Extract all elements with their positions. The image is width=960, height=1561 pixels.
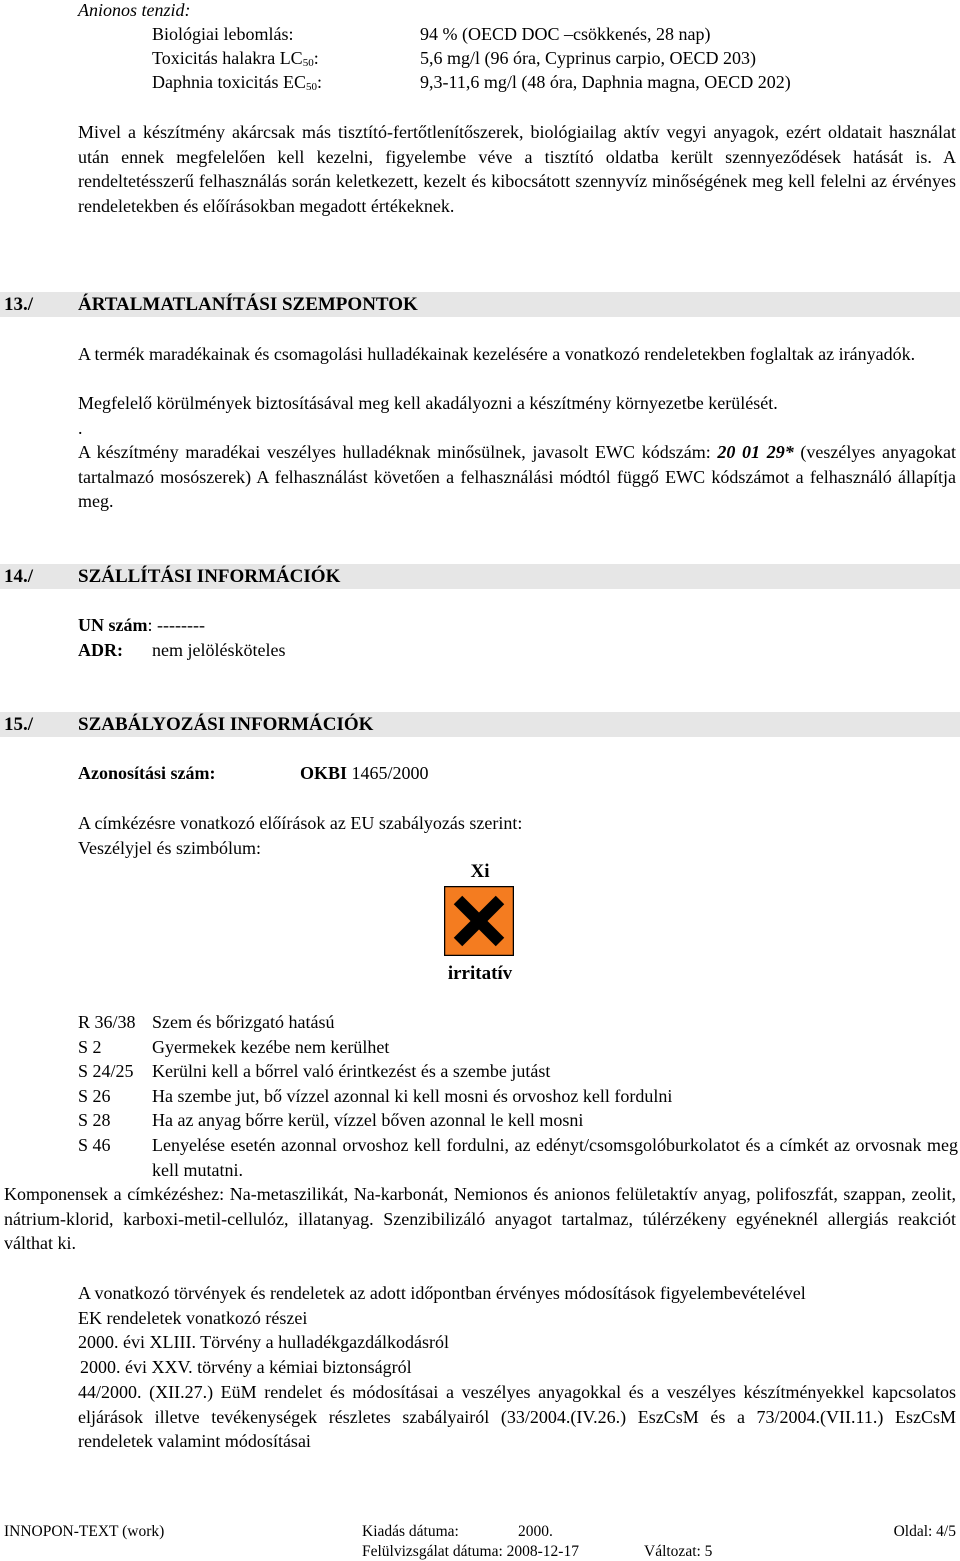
disposal-paragraph-1: A termék maradékainak és csomagolási hulladékainak kezelésére a vonatkozó rendeletekben foglaltak az irányadók. <box>78 344 916 364</box>
laws-intro: A vonatkozó törvények és rendeletek az adott időpontban érvényes módosítások figyelembevételével <box>78 1283 806 1303</box>
law-1: 2000. évi XLIII. Törvény a hulladékgazdálkodásról <box>78 1332 450 1352</box>
phrase-row: S 26 Ha szembe jut, bő vízzel azonnal ki kell mosni és orvoshoz kell fordulni <box>78 1086 673 1106</box>
section-13-title: ÁRTALMATLANÍTÁSI SZEMPONTOK <box>78 294 418 315</box>
phrase-row: S 2 Gyermekek kezébe nem kerülhet <box>78 1037 390 1057</box>
section-15-title: SZABÁLYOZÁSI INFORMÁCIÓK <box>78 714 374 735</box>
fish-tox-label: Toxicitás halakra $LC_{50}$: <box>152 48 319 69</box>
biodeg-label: Biológiai lebomlás: <box>152 24 294 44</box>
daphnia-tox-value: 9,3-11,6 mg/l (48 óra, Daphnia magna, OECD 202) <box>420 72 791 92</box>
wastewater-paragraph: Mivel a készítmény akárcsak más tisztító-fertőtlenítőszerek, biológiailag aktív vegyi anyagok, ezért oldatait használat után ennek megfelelően kell kezelni, figyelembe véve a tisztító oldatba került szennyeződések hatását is. A rendeltetésszerű felhasználás során keletkezett, kezelt és kibocsátott szennyvíz minőségének meg kell felelni az érvényes rendeletekben és előírásokban megadott értékeknek. <box>78 122 956 216</box>
phrase-row: R 36/38 Szem és bőrizgató hatású <box>78 1012 335 1032</box>
symbol-label: Veszélyjel és szimbólum: <box>78 838 261 858</box>
adr-value: nem jelölésköteles <box>152 640 286 660</box>
anionic-surfactant-title: Anionos tenzid: <box>78 0 191 20</box>
phrase-row: S 24/25 Kerülni kell a bőrrel való érintkezést és a szembe jutást <box>78 1061 551 1081</box>
id-number-label: Azonosítási szám: <box>78 763 216 783</box>
adr-label: ADR: <box>78 640 123 660</box>
fish-tox-value: 5,6 mg/l (96 óra, Cyprinus carpio, OECD 203) <box>420 48 756 68</box>
hazard-name: irritatív <box>447 963 513 984</box>
disposal-paragraph-3: A készítmény maradékai veszélyes hulladéknak minősülnek, javasolt EWC kódszám: 20 01 29* (veszélyes anyagokat tartalmazó mosószerek) A felhasználást követően a felhasználási módtól függő EWC kódszámot a felhasználó állapítja meg. <box>78 442 956 511</box>
disposal-paragraph-2: Megfelelő körülmények biztosításával meg kell akadályozni a készítmény környezetbe kerülését. <box>78 393 778 413</box>
disposal-dot: . <box>78 418 83 438</box>
section-15-number: 15./ <box>4 714 34 735</box>
footer-company: INNOPON-TEXT (work) <box>4 1523 165 1540</box>
section-14-title: SZÁLLÍTÁSI INFORMÁCIÓK <box>78 566 341 587</box>
footer-version: Változat: 5 <box>644 1543 713 1560</box>
section-14-number: 14./ <box>4 566 34 587</box>
labeling-text: A címkézésre vonatkozó előírások az EU szabályozás szerint: <box>78 813 523 833</box>
phrase-row: S 28 Ha az anyag bőrre kerül, vízzel bőven azonnal le kell mosni <box>78 1110 584 1130</box>
daphnia-tox-label: Daphnia toxicitás $EC_{50}$: <box>152 72 322 93</box>
laws-eu: EK rendeletek vonatkozó részei <box>78 1308 308 1328</box>
section-13-number: 13./ <box>4 294 34 315</box>
footer-page: Oldal: 4/5 <box>893 1523 956 1540</box>
hazard-symbol <box>444 886 514 956</box>
law-2: 2000. évi XXV. törvény a kémiai biztonságról <box>80 1357 412 1377</box>
phrase-row: S 46 Lenyelése esetén azonnal orvoshoz kell fordulni, az edényt/csomsgolóburkolatot és a címkét az orvosnak meg kell mutatni. <box>78 1135 958 1180</box>
footer-review-date: Felülvizsgálat dátuma: 2008-12-17 <box>362 1543 579 1560</box>
footer-issue-value: 2000. <box>518 1523 553 1540</box>
law-3: 44/2000. (XII.27.) EüM rendelet és módosításai a veszélyes anyagokkal és a veszélyes készítményekkel kapcsolatos eljárások illetve tevékenységek részletes szabályairól (33/2004.(IV.26.) EszCsM és a 73/2004.(VII.11.) EszCsM rendeletek valamint módosításai <box>78 1382 956 1451</box>
ewc-code: 20 01 29* <box>717 442 794 462</box>
id-number-value: OKBI 1465/2000 <box>300 763 429 783</box>
hazard-code: Xi <box>470 861 490 882</box>
un-number-line: UN szám: -------- <box>78 615 205 635</box>
footer-issue-label: Kiadás dátuma: <box>362 1523 459 1540</box>
x-cross-icon <box>444 886 514 956</box>
biodeg-value: 94 % (OECD DOC –csökkenés, 28 nap) <box>420 24 711 44</box>
components-paragraph: Komponensek a címkézéshez: Na-metaszilikát, Na-karbonát, Nemionos és anionos felületaktív anyag, polifoszfát, szappan, zeolit, nátrium-klorid, karboxi-metil-cellulóz, illatanyag. Szenzibilizáló anyagot tartalmaz, túlérzékeny egyéneknél allergiás reakciót válthat ki. <box>4 1184 956 1253</box>
